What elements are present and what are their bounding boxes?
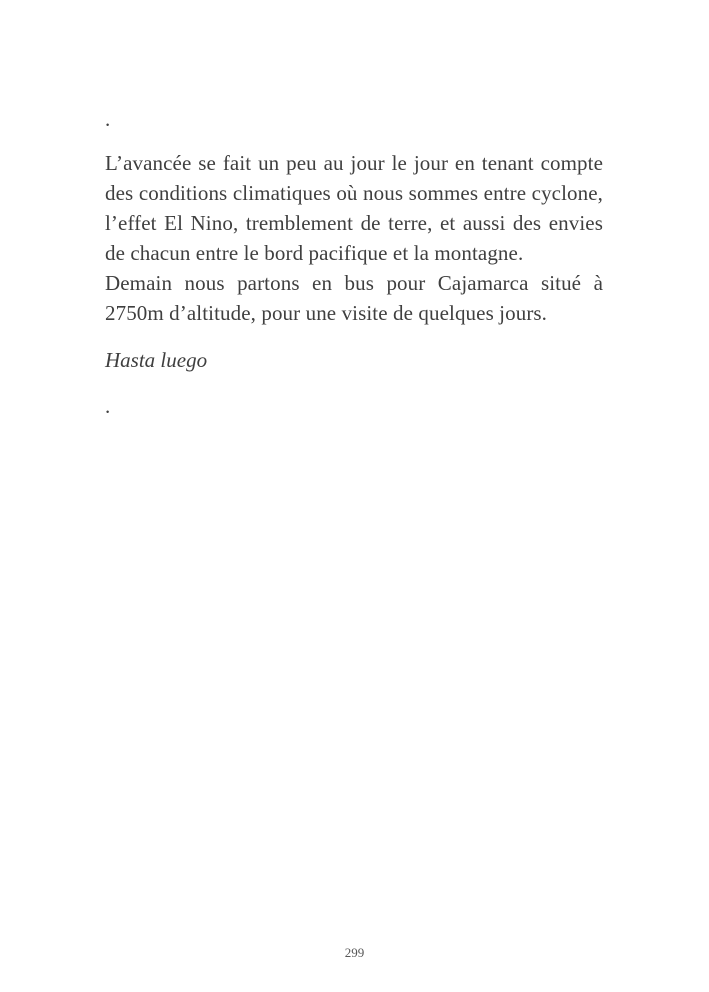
top-dot: .: [105, 107, 111, 131]
paragraph-1: L’avancée se fait un peu au jour le jour en tenant compte des conditions climatiques où nous sommes entre cyclone, l’effet El Nino, tremblement de terre, et aussi des envies de chacun entre le bord pacifique et la montagne.: [105, 151, 603, 265]
page-number: 299: [344, 945, 365, 960]
bottom-dot: .: [105, 394, 111, 418]
page-text-block: [105, 104, 603, 421]
signoff-text: Hasta luego: [105, 348, 208, 372]
paragraph-2: Demain nous partons en bus pour Cajamarca situé à 2750m d’altitude, pour une visite de quelques jours.: [105, 271, 603, 325]
